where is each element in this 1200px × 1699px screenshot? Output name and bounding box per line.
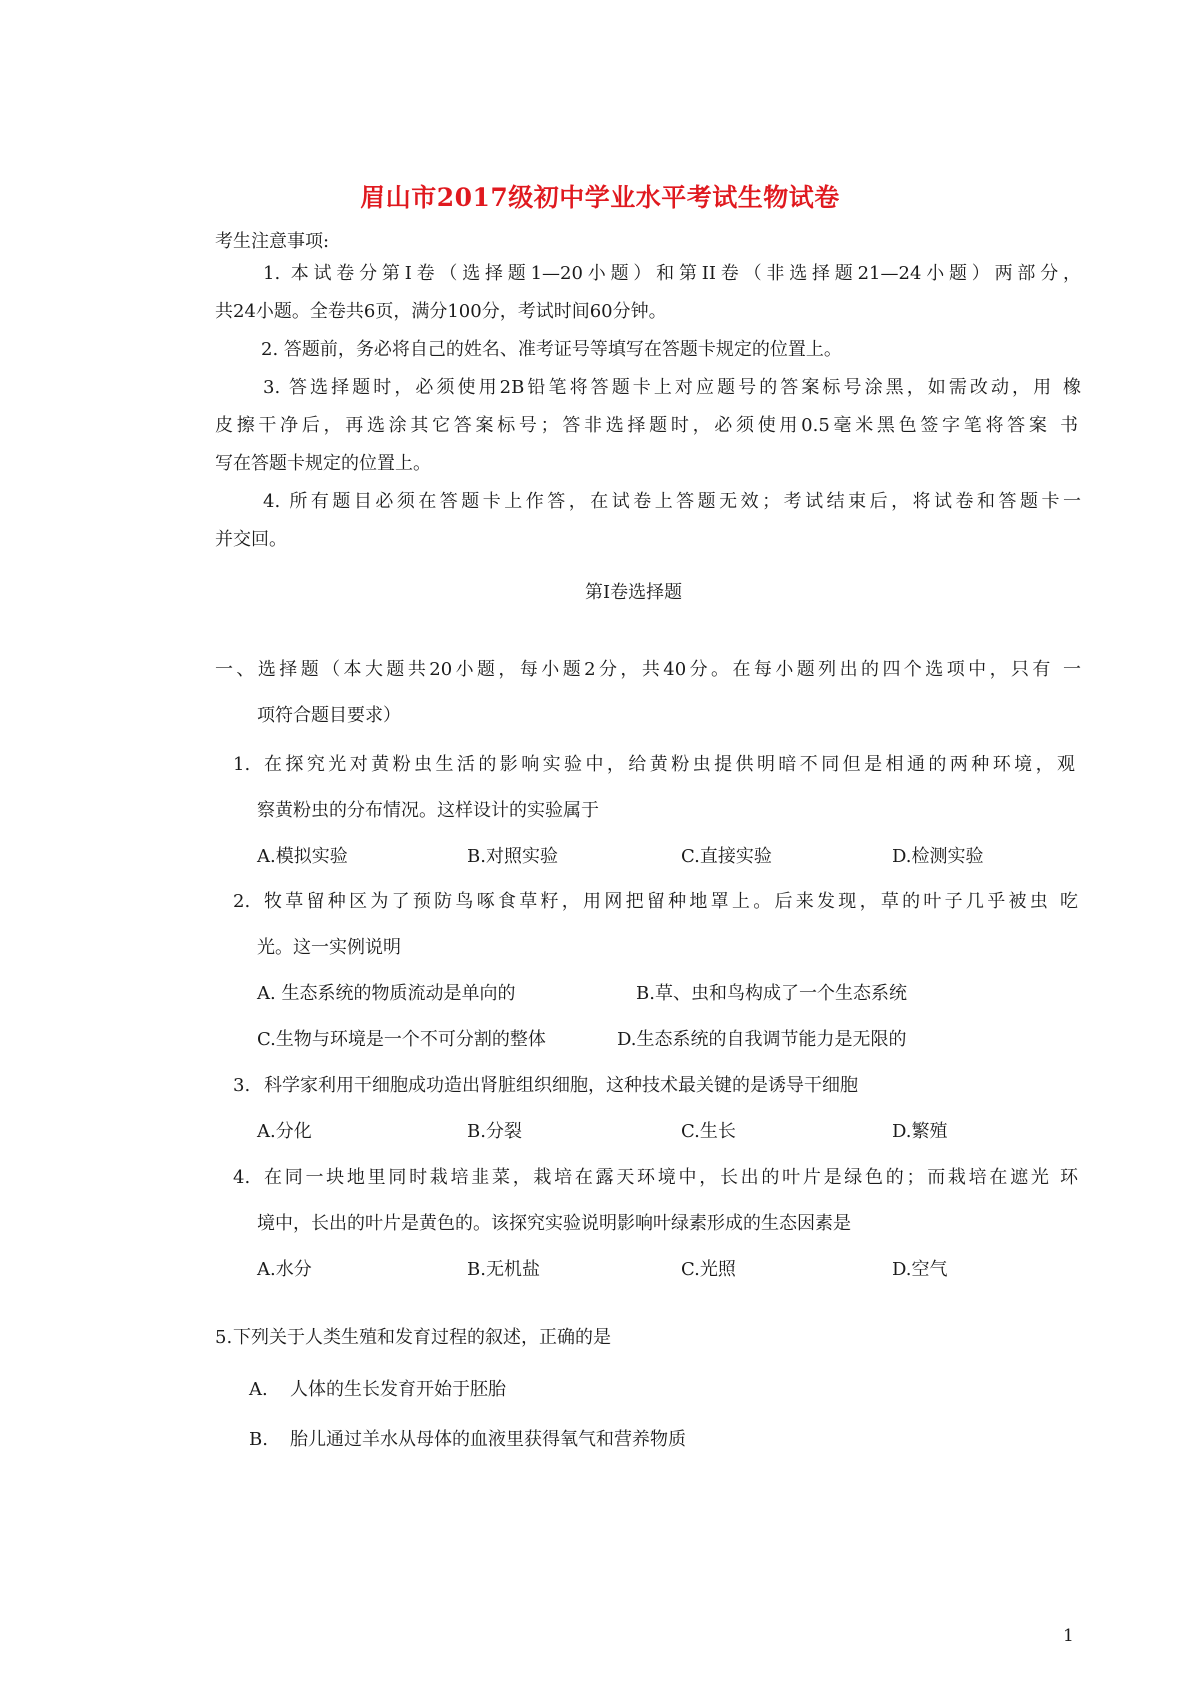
part-header-line-1: 一、选择题（本大题共20小题，每小题2分，共40分。在每小题列出的四个选项中，只有 一: [215, 659, 1081, 680]
question-4-line-1: 在同一块地里同时栽培韭菜，栽培在露天环境中，长出的叶片是绿色的；而栽培在遮光 环: [264, 1167, 1078, 1188]
part-header-line-2: 项符合题目要求）: [257, 705, 401, 726]
notice-item-3-line-2: 皮擦干净后，再选涂其它答案标号；答非选择题时，必须使用0.5毫米黑色签字笔将答案 书: [215, 415, 1078, 436]
question-5-option-a-label: A.: [249, 1379, 268, 1400]
question-5-line-1: 下列关于人类生殖和发育过程的叙述，正确的是: [233, 1327, 611, 1348]
question-3-option-a: A.分化: [257, 1121, 312, 1142]
question-2-option-a: A. 生态系统的物质流动是单向的: [257, 983, 516, 1004]
notice-item-3-line-1: 3. 答选择题时，必须使用2B铅笔将答题卡上对应题号的答案标号涂黑，如需改动，用 橡: [263, 377, 1081, 398]
notice-item-4-line-1: 4. 所有题目必须在答题卡上作答，在试卷上答题无效；考试结束后，将试卷和答题卡一: [263, 491, 1081, 512]
question-4-option-c: C.光照: [681, 1259, 736, 1280]
question-5-option-b-label: B.: [249, 1429, 268, 1450]
question-3-option-c: C.生长: [681, 1121, 736, 1142]
question-2-option-c: C.生物与环境是一个不可分割的整体: [257, 1029, 546, 1050]
question-2-option-d: D.生态系统的自我调节能力是无限的: [617, 1029, 907, 1050]
question-1-option-d: D.检测实验: [892, 846, 984, 867]
notice-item-1-line-1: 1. 本试卷分第Ⅰ卷（选择题1—20小题）和第II卷（非选择题21—24小题）两部分，: [263, 263, 1081, 284]
question-3-line-1: 科学家利用干细胞成功造出肾脏组织细胞，这种技术最关键的是诱导干细胞: [264, 1075, 858, 1096]
section-title: 第Ⅰ卷选择题: [585, 582, 683, 603]
question-5-option-b-text: 胎儿通过羊水从母体的血液里获得氧气和营养物质: [290, 1429, 686, 1450]
page-title: 眉山市2017级初中学业水平考试生物试卷: [360, 183, 840, 212]
question-2-number: 2.: [233, 891, 251, 912]
notice-heading: 考生注意事项:: [215, 231, 330, 252]
question-3-option-d: D.繁殖: [892, 1121, 948, 1142]
question-1-line-1: 在探究光对黄粉虫生活的影响实验中，给黄粉虫提供明暗不同但是相通的两种环境，观: [264, 754, 1075, 775]
question-1-line-2: 察黄粉虫的分布情况。这样设计的实验属于: [257, 800, 599, 821]
question-4-number: 4.: [233, 1167, 251, 1188]
question-1-option-c: C.直接实验: [681, 846, 772, 867]
question-1-option-a: A.模拟实验: [257, 846, 348, 867]
question-2-line-1: 牧草留种区为了预防鸟啄食草籽，用网把留种地罩上。后来发现，草的叶子几乎被虫 吃: [264, 891, 1078, 912]
question-1-option-b: B.对照实验: [467, 846, 558, 867]
question-2-line-2: 光。这一实例说明: [257, 937, 401, 958]
question-4-option-a: A.水分: [257, 1259, 312, 1280]
question-5-option-a-text: 人体的生长发育开始于胚胎: [290, 1379, 506, 1400]
question-3-option-b: B.分裂: [467, 1121, 522, 1142]
notice-item-3-line-3: 写在答题卡规定的位置上。: [215, 453, 431, 474]
question-5-number: 5.: [215, 1327, 233, 1348]
question-1-number: 1.: [233, 754, 251, 775]
question-2-option-b: B.草、虫和鸟构成了一个生态系统: [636, 983, 907, 1004]
notice-item-4-line-2: 并交回。: [215, 529, 287, 550]
notice-item-2: 2. 答题前，务必将自己的姓名、准考证号等填写在答题卡规定的位置上。: [261, 339, 842, 360]
question-4-line-2: 境中，长出的叶片是黄色的。该探究实验说明影响叶绿素形成的生态因素是: [257, 1213, 851, 1234]
question-4-option-d: D.空气: [892, 1259, 948, 1280]
page-number: 1: [1063, 1626, 1074, 1646]
question-4-option-b: B.无机盐: [467, 1259, 540, 1280]
notice-item-1-line-2: 共24小题。全卷共6页，满分100分，考试时间60分钟。: [215, 301, 667, 322]
question-3-number: 3.: [233, 1075, 251, 1096]
